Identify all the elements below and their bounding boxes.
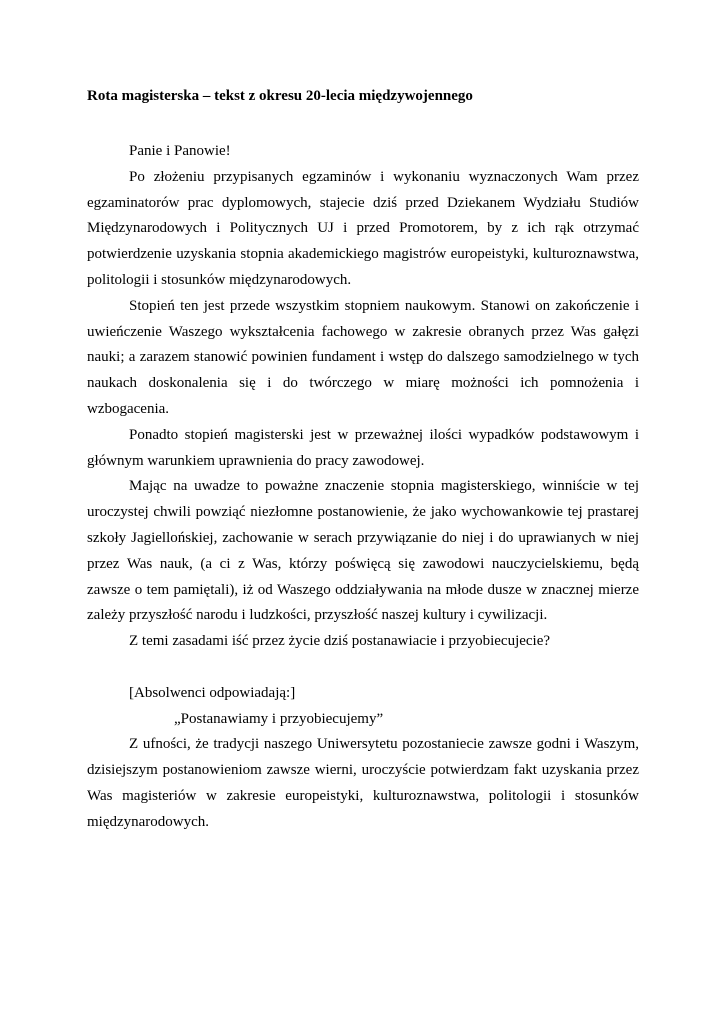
- paragraph-5: Z temi zasadami iść przez życie dziś postanawiacie i przyobiecujecie?: [129, 633, 551, 650]
- closing-paragraph: Z ufności, że tradycji naszego Uniwersytetu pozostaniecie zawsze godni i Waszym, dzisiejszym postanowieniom zawsze wierni, uroczyście potwierdzam fakt uzyskania przez Was magisteriów w zakresie europeistyki, kulturoznawstwa, politologii i stosunków międzynarodowych.: [87, 736, 639, 830]
- document-title: Rota magisterska – tekst z okresu 20-lecia międzywojennego: [87, 88, 473, 104]
- paragraph-1: Po złożeniu przypisanych egzaminów i wykonaniu wyznaczonych Wam przez egzaminatorów prac dyplomowych, stajecie dziś przed Dziekanem Wydziału Studiów Międzynarodowych i Politycznych UJ i przed Promotorem, by z ich rąk otrzymać potwierdzenie uzyskania stopnia akademickiego magistrów europeistyki, kulturoznawstwa, politologii i stosunków międzynarodowych.: [87, 168, 639, 288]
- salutation: Panie i Panowie!: [129, 143, 231, 159]
- paragraph-3: Ponadto stopień magisterski jest w przeważnej ilości wypadków podstawowym i głównym warunkiem uprawnienia do pracy zawodowej.: [87, 426, 639, 469]
- paragraph-2: Stopień ten jest przede wszystkim stopniem naukowym. Stanowi on zakończenie i uwieńczenie Waszego wykształcenia fachowego w zakresie obranych przez Was gałęzi nauki; a zarazem stanowić powinien fundament i wstęp do dalszego samodzielnego w tych naukach doskonalenia się i do twórczego w miarę możności ich pomnożenia i wzbogacenia.: [87, 297, 639, 417]
- paragraph-4: Mając na uwadze to poważne znaczenie stopnia magisterskiego, winniście w tej uroczystej chwili powziąć niezłomne postanowienie, że jako wychowankowie tej prastarej szkoły Jagiellońskiej, zachowanie w serach przywiązanie do niej i do uprawianych w niej przez Was nauk, (a ci z Was, którzy poświęcą się zawodowi nauczycielskiemu, będą zawsze o tem pamiętali), iż od Waszego oddziaływania na młode dusze w znacznej mierze zależy przyszłość narodu i ludzkości, przyszłość naszej kultury i cywilizacji.: [87, 478, 639, 624]
- response-text: „Postanawiamy i przyobiecujemy”: [174, 710, 384, 727]
- document-page: [87, 86, 639, 836]
- spacer: [87, 655, 639, 681]
- response-label: [Absolwenci odpowiadają:]: [129, 684, 296, 701]
